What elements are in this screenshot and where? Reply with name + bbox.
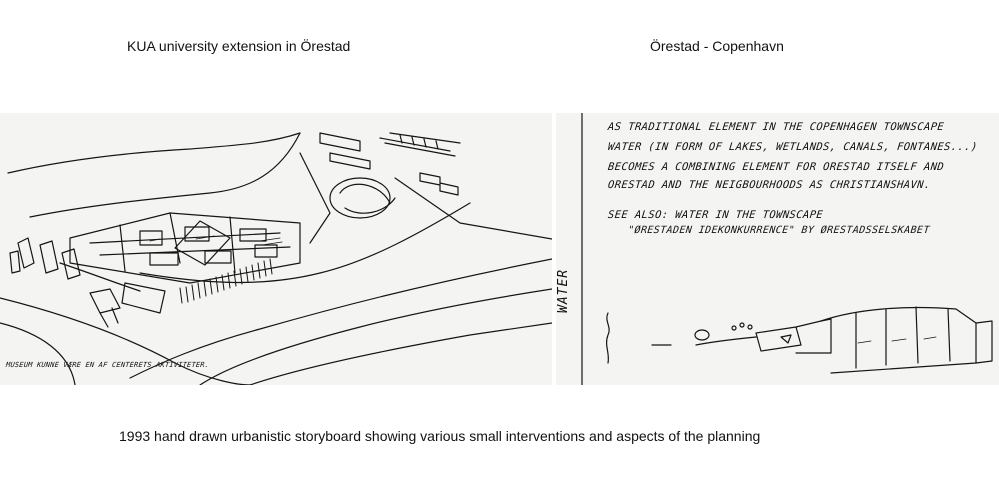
water-note-line: WATER (IN FORM OF LAKES, WETLANDS, CANALS, FONTANES...)	[607, 141, 979, 153]
storyboard-caption: 1993 hand drawn urbanistic storyboard showing various small interventions and aspects of the planning	[119, 428, 761, 444]
kua-perspective-sketch	[0, 113, 552, 385]
water-note-line: "ØRESTADEN IDEKONKURRENCE" BY ØRESTADSSELSKABET	[627, 225, 931, 236]
water-note-line: SEE ALSO: WATER IN THE TOWNSCAPE	[607, 209, 824, 221]
water-notes-sketch	[556, 113, 999, 385]
kua-sketch-drawing	[0, 113, 552, 385]
right-sketch-title: Örestad - Copenhavn	[650, 38, 784, 54]
water-side-label: WATER	[556, 268, 571, 313]
left-sketch-title: KUA university extension in Örestad	[127, 38, 351, 54]
water-sketch-drawing	[556, 113, 999, 385]
museum-note: MUSEUM KUNNE VÆRE EN AF CENTERETS AKTIVITETER.	[5, 361, 210, 369]
water-note-line: BECOMES A COMBINING ELEMENT FOR ORESTAD ITSELF AND	[607, 161, 945, 173]
water-note-line: ORESTAD AND THE NEIGBOURHOODS AS CHRISTIANSHAVN.	[607, 179, 932, 191]
water-note-line: AS TRADITIONAL ELEMENT IN THE COPENHAGEN TOWNSCAPE	[607, 121, 945, 133]
